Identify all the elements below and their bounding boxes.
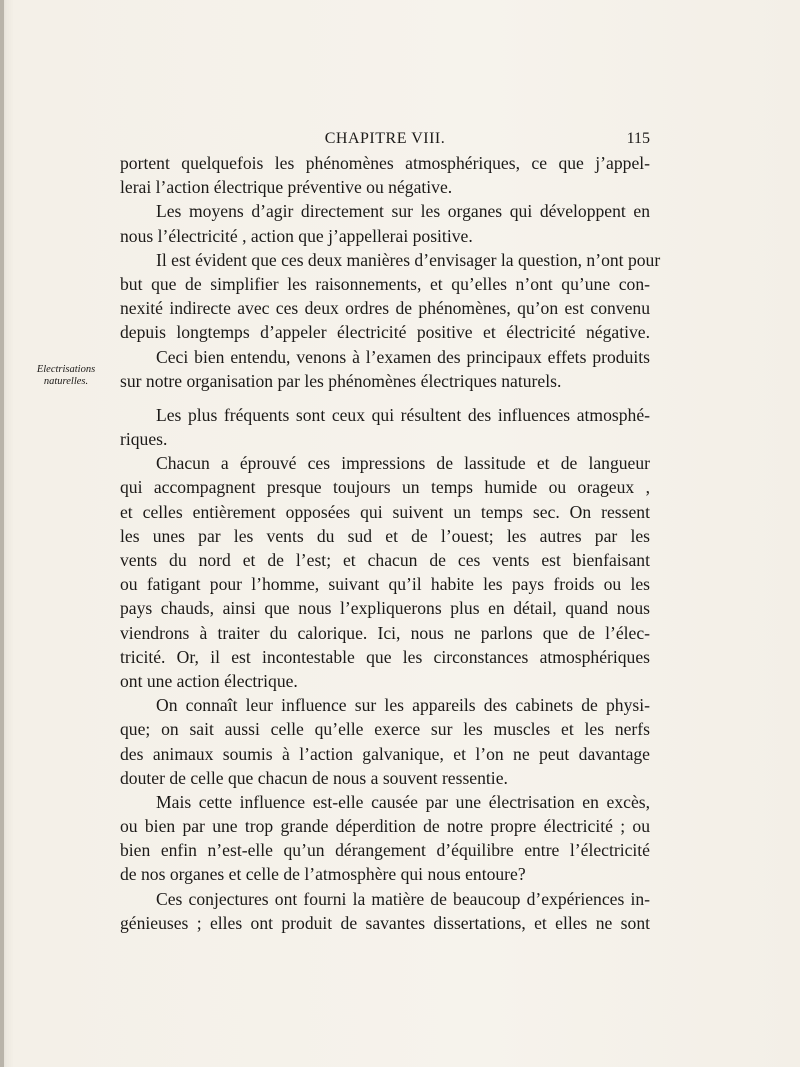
text-line: Il est évident que ces deux manières d’envisager la question, n’ont pour [156,249,661,270]
text-line: douter de celle que chacun de nous a souvent ressentie. [120,767,508,788]
page-binding-edge [0,0,4,1067]
margin-note-line-1: Electrisations [36,364,96,375]
text-line: On connaît leur influence sur les appareils des cabinets de physi- [156,695,650,716]
text-line: et celles entièrement opposées qui suivent un temps sec. On ressent [120,501,650,522]
text-line: riques. [120,429,168,450]
text-line: depuis longtemps d’appeler électricité positive et électricité négative. [120,322,650,343]
body-text [120,151,661,935]
text-line: pays chauds, ainsi que nous l’expliquerons plus en détail, quand nous [120,598,650,619]
text-line: Les moyens d’agir directement sur les organes qui développent en [156,201,650,222]
margin-note-line-2: naturelles. [43,376,89,387]
text-line: Les plus fréquents sont ceux qui résultent des influences atmosphé- [156,404,650,425]
margin-note [22,364,110,388]
text-line: de nos organes et celle de l’atmosphère qui nous entoure? [120,864,526,885]
paragraph-1 [120,151,650,199]
text-line: portent quelquefois les phénomènes atmosphériques, ce que j’appel- [120,153,650,173]
text-line: des animaux soumis à l’action galvanique, et l’on ne peut davantage [120,743,650,764]
paragraph-2 [120,199,650,247]
text-line: ou bien par une trop grande déperdition de notre propre électricité ; ou [120,816,650,837]
text-line: but que de simplifier les raisonnements, et qu’elles n’ont qu’une con- [120,273,650,294]
text-line: vents du nord et de l’est; et chacun de ces vents est bienfaisant [120,550,650,570]
text-line: tricité. Or, il est incontestable que les circonstances atmosphériques [120,646,650,667]
paragraph-8 [120,790,650,887]
text-line: génieuses ; elles ont produit de savantes dissertations, et elles ne sont [120,912,650,933]
text-line: Ces conjectures ont fourni la matière de beaucoup d’expériences in- [156,888,650,909]
text-line: Mais cette influence est-elle causée par une électrisation en excès, [156,791,650,812]
text-line: les unes par les vents du sud et de l’ouest; les autres par les [120,525,650,546]
text-line: ou fatigant pour l’homme, suivant qu’il habite les pays froids ou les [120,574,650,595]
text-line: ont une action électrique. [120,670,298,691]
paragraph-3 [120,248,661,345]
paragraph-5 [120,403,650,451]
text-line: lerai l’action électrique préventive ou négative. [120,177,453,198]
text-line: qui accompagnent presque toujours un temps humide ou orageux , [120,477,650,498]
text-line: bien enfin n’est-elle qu’un dérangement d’équilibre entre l’électricité [120,840,650,861]
text-line: sur notre organisation par les phénomènes électriques naturels. [120,370,562,391]
text-line: Ceci bien entendu, venons à l’examen des principaux effets produits [156,346,650,367]
paragraph-6 [120,451,650,693]
text-line: Chacun a éprouvé ces impressions de lassitude et de langueur [156,453,650,474]
paragraph-4 [120,345,650,393]
text-line: que; on sait aussi celle qu’elle exerce sur les muscles et les nerfs [120,719,650,740]
paragraph-9 [120,887,650,935]
chapter-title: CHAPITRE VIII. [324,130,446,147]
paragraph-7 [120,693,650,790]
text-line: nous l’électricité , action que j’appellerai positive. [120,225,473,246]
page-number: 115 [626,130,650,147]
text-line: viendrons à traiter du calorique. Ici, nous ne parlons que de l’élec- [120,622,650,643]
text-line: nexité indirecte avec ces deux ordres de phénomènes, qu’on est convenu [120,298,650,319]
